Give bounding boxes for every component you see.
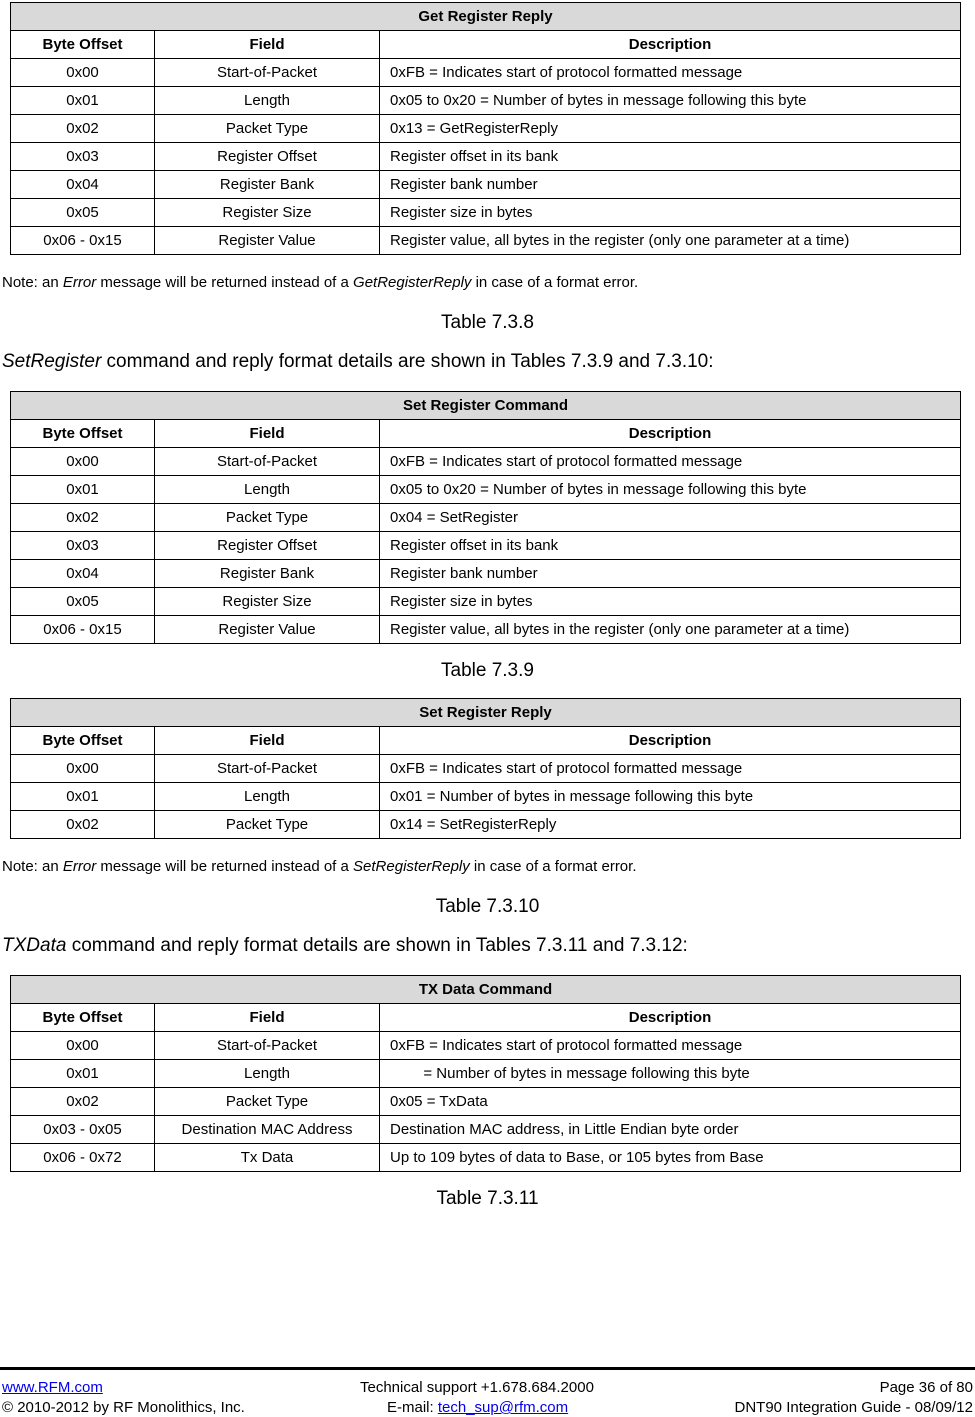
description-cell: 0x01 = Number of bytes in message following this byte [380,783,961,811]
note-text: Note: an [2,858,63,875]
description-cell: Destination MAC address, in Little Endian byte order [380,1116,961,1144]
table-row [11,1032,961,1060]
note-text: message will be returned instead of a [96,858,354,875]
field-cell: Start-of-Packet [155,448,380,476]
footer-website[interactable] [2,1379,103,1396]
byte-offset-cell: 0x03 - 0x05 [11,1116,155,1144]
get-register-reply-table [10,2,961,255]
note-text: message will be returned instead of a [96,274,354,291]
table-row [11,783,961,811]
byte-offset-cell: 0x02 [11,504,155,532]
footer-copyright: © 2010-2012 by RF Monolithics, Inc. [2,1399,245,1416]
description-cell: Register value, all bytes in the register (only one parameter at a time) [380,227,961,255]
field-cell: Register Offset [155,143,380,171]
description-cell: Up to 109 bytes of data to Base, or 105 bytes from Base [380,1144,961,1172]
table-row [11,504,961,532]
field-cell: Start-of-Packet [155,59,380,87]
byte-offset-cell: 0x01 [11,1060,155,1088]
byte-offset-cell: 0x06 - 0x72 [11,1144,155,1172]
caption-table-7-3-11: Table 7.3.11 [436,1188,539,1209]
intro-txdata [2,935,688,957]
table-row [11,171,961,199]
table-title-row [11,976,961,1004]
table-row [11,1116,961,1144]
description-cell: 0x05 to 0x20 = Number of bytes in message following this byte [380,87,961,115]
table-header-row [11,420,961,448]
table-header-row [11,727,961,755]
byte-offset-cell: 0x02 [11,1088,155,1116]
field-cell: Length [155,87,380,115]
byte-offset-cell: 0x02 [11,115,155,143]
description-cell: 0x05 = TxData [380,1088,961,1116]
byte-offset-cell: 0x00 [11,59,155,87]
table-title: TX Data Command [11,976,961,1004]
table-row [11,227,961,255]
caption-table-7-3-8: Table 7.3.8 [441,312,534,333]
intro-text: command and reply format details are shown in Tables 7.3.11 and 7.3.12: [66,935,688,956]
field-cell: Register Bank [155,560,380,588]
byte-offset-cell: 0x02 [11,811,155,839]
field-cell: Start-of-Packet [155,1032,380,1060]
field-cell: Length [155,476,380,504]
description-cell: Register offset in its bank [380,143,961,171]
description-cell: Register size in bytes [380,199,961,227]
table-row [11,199,961,227]
byte-offset-cell: 0x01 [11,783,155,811]
table-header-row [11,1004,961,1032]
table-row [11,1088,961,1116]
field-cell: Register Size [155,199,380,227]
description-cell: 0xFB = Indicates start of protocol formatted message [380,1032,961,1060]
note-text: in case of a format error. [469,858,637,875]
table-title-row [11,392,961,420]
field-cell: Register Offset [155,532,380,560]
field-cell: Packet Type [155,504,380,532]
description-cell: Register size in bytes [380,588,961,616]
note-emphasis: SetRegisterReply [353,858,470,875]
table-row [11,476,961,504]
byte-offset-cell: 0x03 [11,532,155,560]
table-row [11,1060,961,1088]
table-row [11,115,961,143]
byte-offset-cell: 0x01 [11,476,155,504]
intro-setregister [2,351,714,373]
table-title-row [11,699,961,727]
field-cell: Register Size [155,588,380,616]
field-cell: Packet Type [155,811,380,839]
column-header: Byte Offset [11,31,155,59]
field-cell: Register Value [155,227,380,255]
column-header: Field [155,420,380,448]
table-title: Set Register Command [11,392,961,420]
email-link[interactable]: tech_sup@rfm.com [437,1399,569,1416]
footer-guide-title: DNT90 Integration Guide - 08/09/12 [734,1399,973,1416]
table-title: Get Register Reply [11,3,961,31]
table-row [11,616,961,644]
description-cell: Register bank number [380,560,961,588]
note-text: Note: an [2,274,63,291]
table-row [11,143,961,171]
byte-offset-cell: 0x05 [11,588,155,616]
column-header: Byte Offset [11,420,155,448]
field-cell: Packet Type [155,1088,380,1116]
table-title: Set Register Reply [11,699,961,727]
email-label: E-mail: [387,1399,438,1416]
field-cell: Register Bank [155,171,380,199]
byte-offset-cell: 0x04 [11,171,155,199]
table-row [11,87,961,115]
field-cell: Packet Type [155,115,380,143]
note-set-register-reply [2,858,637,875]
table-title-row [11,3,961,31]
note-emphasis: Error [62,858,97,875]
table-row [11,1144,961,1172]
byte-offset-cell: 0x03 [11,143,155,171]
description-cell: Register value, all bytes in the register (only one parameter at a time) [380,616,961,644]
byte-offset-cell: 0x00 [11,755,155,783]
description-cell: Register offset in its bank [380,532,961,560]
byte-offset-cell: 0x04 [11,560,155,588]
caption-table-7-3-10: Table 7.3.10 [435,896,540,917]
byte-offset-cell: 0x05 [11,199,155,227]
footer-page-number: Page 36 of 80 [879,1379,973,1396]
footer-divider [0,1367,975,1370]
field-cell: Register Value [155,616,380,644]
byte-offset-cell: 0x01 [11,87,155,115]
column-header: Description [380,1004,961,1032]
description-cell: 0x13 = GetRegisterReply [380,115,961,143]
column-header: Field [155,727,380,755]
table-row [11,59,961,87]
byte-offset-cell: 0x00 [11,448,155,476]
footer-email [387,1399,568,1416]
set-register-reply-table [10,698,961,839]
description-cell: Register bank number [380,171,961,199]
column-header: Description [380,420,961,448]
field-cell: Length [155,783,380,811]
description-cell: 0x14 = SetRegisterReply [380,811,961,839]
column-header: Description [380,727,961,755]
description-cell: 0xFB = Indicates start of protocol formatted message [380,59,961,87]
field-cell: Start-of-Packet [155,755,380,783]
description-cell: 0x04 = SetRegister [380,504,961,532]
caption-table-7-3-9: Table 7.3.9 [441,660,534,681]
column-header: Byte Offset [11,727,155,755]
byte-offset-cell: 0x06 - 0x15 [11,616,155,644]
field-cell: Tx Data [155,1144,380,1172]
column-header: Field [155,31,380,59]
description-cell: 0x05 to 0x20 = Number of bytes in message following this byte [380,476,961,504]
byte-offset-cell: 0x00 [11,1032,155,1060]
set-register-command-table [10,391,961,644]
description-cell: = Number of bytes in message following this byte [380,1060,961,1088]
table-row [11,588,961,616]
footer-support: Technical support +1.678.684.2000 [360,1379,594,1396]
note-get-register-reply [2,274,638,291]
note-emphasis: GetRegisterReply [353,274,472,291]
intro-emphasis: TXData [2,935,67,956]
note-emphasis: Error [62,274,97,291]
column-header: Byte Offset [11,1004,155,1032]
description-cell: 0xFB = Indicates start of protocol formatted message [380,448,961,476]
column-header: Description [380,31,961,59]
intro-emphasis: SetRegister [2,351,102,372]
table-row [11,560,961,588]
note-text: in case of a format error. [471,274,639,291]
tx-data-command-table [10,975,961,1172]
field-cell: Destination MAC Address [155,1116,380,1144]
table-header-row [11,31,961,59]
intro-text: command and reply format details are shown in Tables 7.3.9 and 7.3.10: [101,351,714,372]
field-cell: Length [155,1060,380,1088]
table-row [11,448,961,476]
website-link[interactable]: www.RFM.com [2,1379,103,1396]
table-row [11,532,961,560]
table-row [11,755,961,783]
description-cell: 0xFB = Indicates start of protocol formatted message [380,755,961,783]
table-row [11,811,961,839]
column-header: Field [155,1004,380,1032]
byte-offset-cell: 0x06 - 0x15 [11,227,155,255]
